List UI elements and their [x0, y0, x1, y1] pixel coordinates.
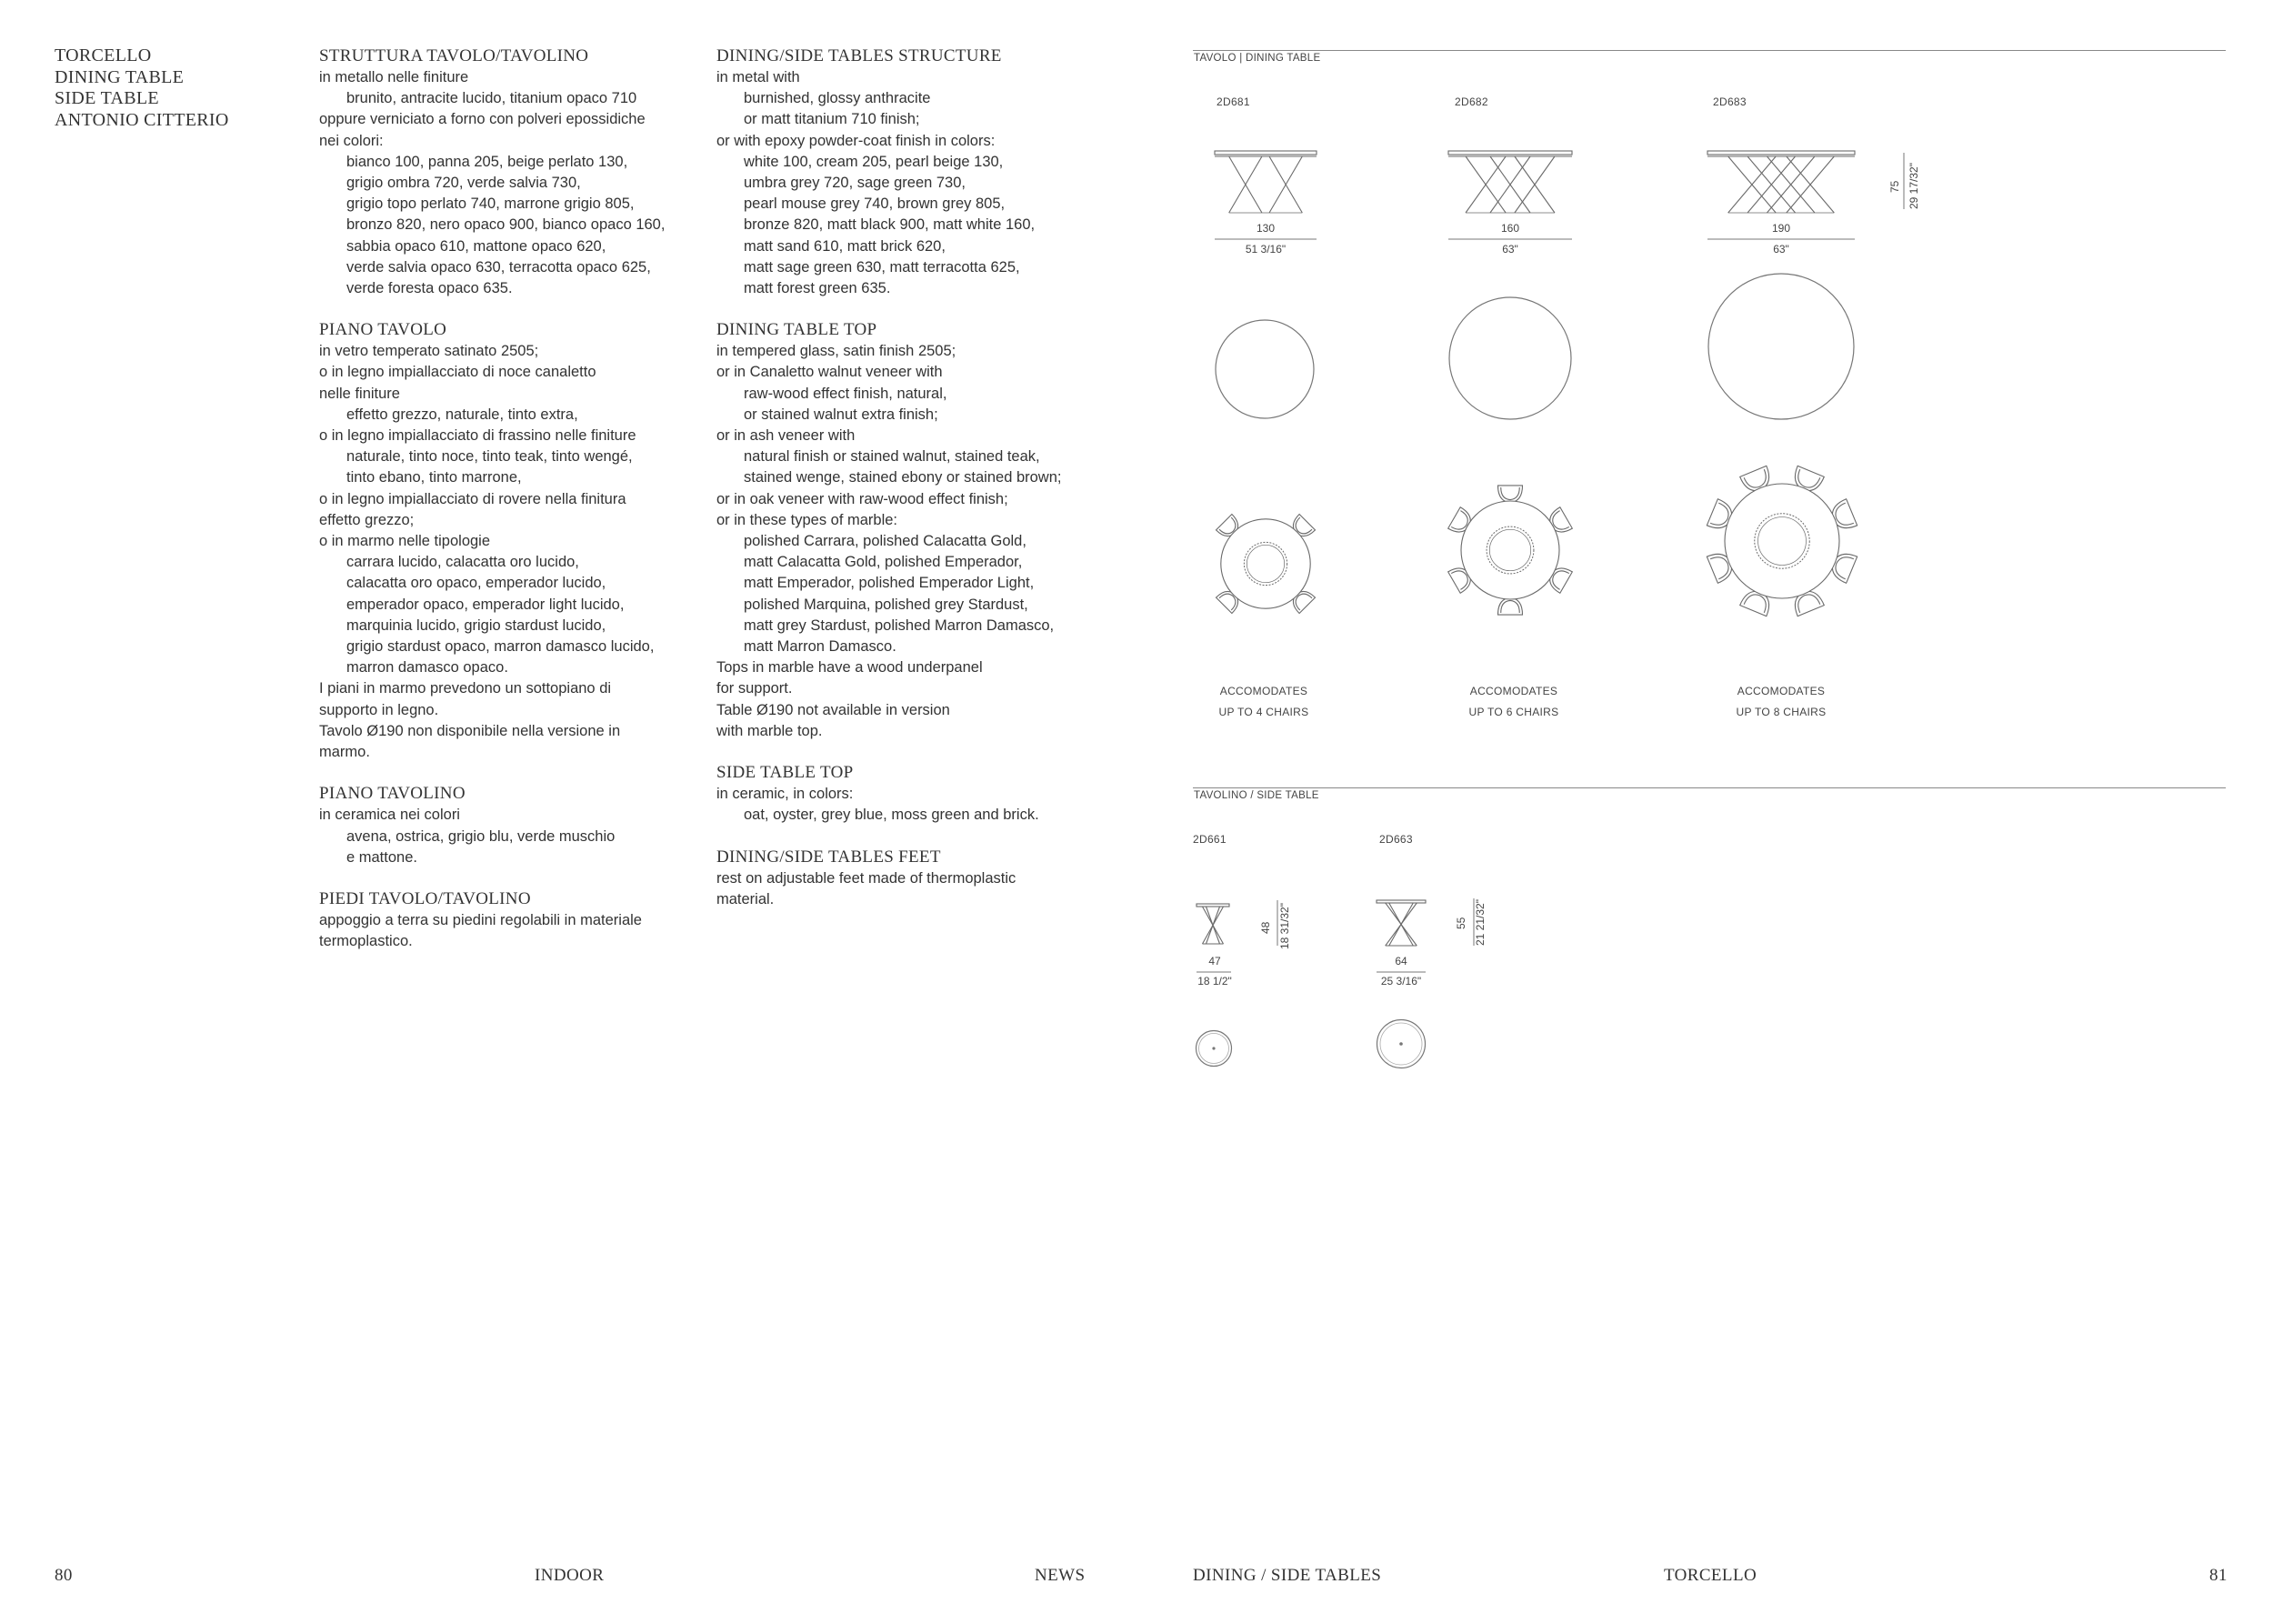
width-cm: 130: [1256, 222, 1276, 235]
dim-line: [1197, 971, 1231, 973]
dim-line: [1707, 238, 1855, 240]
accommodates-note: [1446, 681, 1582, 723]
spec-heading: PIANO TAVOLINO: [319, 784, 466, 804]
width-in: 18 1/2": [1197, 975, 1232, 987]
width-in: 63": [1773, 243, 1789, 256]
table-elevation-drawing: [1707, 150, 1855, 214]
side-section-rule: [1193, 787, 2226, 788]
seating-plan-drawing: [1191, 489, 1340, 638]
spec-section: [716, 45, 1098, 299]
accommodates-note: [1196, 681, 1332, 723]
spec-line: in ceramica nei colori: [319, 807, 460, 824]
spec-line: pearl mouse grey 740, brown grey 805,: [744, 195, 1006, 213]
height-cm: 75: [1888, 180, 1901, 193]
spec-line: or in Canaletto walnut veneer with: [716, 364, 943, 381]
spec-line: naturale, tinto noce, tinto teak, tinto wengé,: [346, 448, 633, 466]
height-cm: 55: [1455, 917, 1467, 929]
spec-line: grigio ombra 720, verde salvia 730,: [346, 175, 581, 192]
product-title-line: DINING TABLE: [55, 66, 185, 87]
width-in: 51 3/16": [1245, 243, 1287, 256]
spec-heading: PIANO TAVOLO: [319, 320, 447, 340]
spec-section: [716, 847, 1098, 910]
spec-line: I piani in marmo prevedono un sottopiano di: [319, 680, 612, 697]
spec-line: Table Ø190 not available in version: [716, 701, 950, 718]
spec-line: or stained walnut extra finish;: [744, 406, 938, 423]
spec-line: in ceramic, in colors:: [716, 786, 854, 803]
width-cm: 47: [1208, 955, 1221, 967]
spec-line: in metallo nelle finiture: [319, 69, 469, 85]
spec-line: bianco 100, panna 205, beige perlato 130,: [346, 153, 628, 170]
height-cm: 48: [1259, 921, 1272, 934]
spec-section: [319, 319, 701, 763]
table-elevation-drawing: [1448, 150, 1572, 214]
spec-line: matt grey Stardust, polished Marron Damasco,: [744, 617, 1055, 634]
table-top-plan: [1214, 318, 1316, 420]
spec-heading: DINING TABLE TOP: [716, 320, 877, 340]
accommodates-label: ACCOMODATES: [1219, 685, 1308, 697]
spec-line: or in these types of marble:: [716, 511, 898, 528]
model-code: 2D661: [1193, 833, 1227, 846]
side-table-top-plan: [1376, 1018, 1427, 1069]
spec-line: polished Marquina, polished grey Stardust,: [744, 596, 1028, 613]
spec-line: verde salvia opaco 630, terracotta opaco 625,: [346, 258, 651, 276]
spec-line: marmo.: [319, 744, 370, 761]
spec-line: e mattone.: [346, 848, 417, 866]
spec-line: in metal with: [716, 69, 800, 85]
height-in: 21 21/32": [1474, 899, 1487, 946]
chairs-count: UP TO 6 CHAIRS: [1468, 706, 1559, 718]
spec-line: umbra grey 720, sage green 730,: [744, 175, 966, 192]
table-elevation-drawing: [1215, 150, 1317, 214]
footer-indoor: INDOOR: [535, 1566, 605, 1585]
width-in: 25 3/16": [1380, 975, 1422, 987]
spec-line: with marble top.: [716, 722, 823, 739]
side-table-top-plan: [1195, 1029, 1233, 1068]
height-in: 29 17/32": [1908, 163, 1920, 209]
spec-line: avena, ostrica, grigio blu, verde muschio: [346, 827, 616, 845]
spec-section: [319, 783, 701, 868]
model-code: 2D683: [1713, 95, 1747, 108]
spec-line: oppure verniciato a forno con polveri epossidiche: [319, 111, 646, 128]
spec-line: white 100, cream 205, pearl beige 130,: [744, 153, 1004, 170]
spec-line: effetto grezzo;: [319, 511, 415, 528]
spec-line: stained wenge, stained ebony or stained brown;: [744, 469, 1062, 486]
width-in: 63": [1502, 243, 1518, 256]
spec-line: matt forest green 635.: [744, 280, 891, 297]
spec-line: polished Carrara, polished Calacatta Gold,: [744, 533, 1026, 550]
spec-section: [319, 888, 701, 952]
spec-line: bronzo 820, nero opaco 900, bianco opaco 160,: [346, 216, 666, 234]
spec-line: raw-wood effect finish, natural,: [744, 385, 947, 402]
dining-section-label: TAVOLO | DINING TABLE: [1194, 53, 1321, 64]
footer-collection: TORCELLO: [1664, 1566, 1757, 1585]
spec-heading: DINING/SIDE TABLES FEET: [716, 847, 941, 867]
spec-line: tinto ebano, tinto marrone,: [346, 469, 522, 486]
seating-plan-drawing: [1428, 468, 1592, 632]
accommodates-note: [1713, 681, 1849, 723]
spec-line: Tops in marble have a wood underpanel: [716, 659, 983, 677]
spec-line: or in oak veneer with raw-wood effect finish;: [716, 490, 1008, 507]
spec-line: Tavolo Ø190 non disponibile nella versione in: [319, 722, 621, 739]
spec-line: calacatta oro opaco, emperador lucido,: [346, 575, 606, 592]
page-number-right: 81: [2209, 1566, 2228, 1585]
spec-line: or in ash veneer with: [716, 427, 856, 445]
spec-heading: SIDE TABLE TOP: [716, 763, 854, 783]
height-in: 18 31/32": [1278, 903, 1291, 949]
spec-section: [319, 45, 701, 299]
spec-line: appoggio a terra su piedini regolabili in materiale: [319, 911, 642, 928]
spec-line: matt sand 610, matt brick 620,: [744, 237, 946, 255]
spec-line: nelle finiture: [319, 385, 400, 402]
table-top-plan: [1447, 296, 1573, 421]
spec-line: effetto grezzo, naturale, tinto extra,: [346, 406, 578, 423]
spec-line: or matt titanium 710 finish;: [744, 111, 920, 128]
spec-line: for support.: [716, 680, 793, 697]
spec-line: bronze 820, matt black 900, matt white 160,: [744, 216, 1036, 234]
product-title-line: SIDE TABLE: [55, 88, 159, 108]
spec-line: verde foresta opaco 635.: [346, 280, 513, 297]
footer-news: NEWS: [1035, 1566, 1086, 1585]
product-title-line: TORCELLO: [55, 45, 152, 65]
spec-line: brunito, antracite lucido, titanium opaco 710: [346, 90, 637, 107]
footer-category: DINING / SIDE TABLES: [1193, 1566, 1382, 1585]
chairs-count: UP TO 4 CHAIRS: [1218, 706, 1309, 718]
model-code: 2D681: [1217, 95, 1250, 108]
spec-line: nei colori:: [319, 132, 384, 149]
spec-section: [716, 319, 1098, 742]
italian-specs-column: [319, 45, 701, 972]
page-number-left: 80: [55, 1566, 73, 1585]
spec-line: grigio stardust opaco, marron damasco lucido,: [346, 638, 655, 656]
product-title-line: ANTONIO CITTERIO: [55, 109, 229, 130]
spec-line: matt Emperador, polished Emperador Light,: [744, 575, 1035, 592]
spec-line: natural finish or stained walnut, stained teak,: [744, 448, 1040, 466]
spec-line: marron damasco opaco.: [346, 659, 508, 677]
spec-line: o in legno impiallacciato di rovere nella finitura: [319, 490, 626, 507]
spec-line: supporto in legno.: [319, 701, 439, 718]
spec-line: sabbia opaco 610, mattone opaco 620,: [346, 237, 606, 255]
accommodates-label: ACCOMODATES: [1737, 685, 1826, 697]
english-specs-column: [716, 45, 1098, 930]
spec-line: matt Calacatta Gold, polished Emperador,: [744, 554, 1023, 571]
side-table-elevation-drawing: [1377, 900, 1426, 946]
spec-heading: PIEDI TAVOLO/TAVOLINO: [319, 888, 531, 908]
spec-line: carrara lucido, calacatta oro lucido,: [346, 554, 579, 571]
spec-line: in tempered glass, satin finish 2505;: [716, 343, 956, 360]
seating-plan-drawing: [1687, 446, 1877, 637]
spec-line: oat, oyster, grey blue, moss green and brick.: [744, 807, 1039, 824]
width-cm: 190: [1771, 222, 1791, 235]
model-code: 2D682: [1455, 95, 1488, 108]
side-section-label: TAVOLINO / SIDE TABLE: [1194, 790, 1319, 801]
spec-line: o in legno impiallacciato di noce canaletto: [319, 364, 596, 381]
product-title: [55, 45, 229, 131]
spec-line: material.: [716, 890, 775, 907]
spec-section: [716, 762, 1098, 826]
model-code: 2D663: [1379, 833, 1413, 846]
spec-line: o in marmo nelle tipologie: [319, 533, 491, 550]
height-dimension-line: [1902, 153, 1906, 209]
spec-line: emperador opaco, emperador light lucido,: [346, 596, 625, 613]
accommodates-label: ACCOMODATES: [1469, 685, 1558, 697]
width-cm: 160: [1500, 222, 1520, 235]
spec-line: in vetro temperato satinato 2505;: [319, 343, 539, 360]
spec-line: matt Marron Damasco.: [744, 638, 896, 656]
dim-line: [1377, 971, 1426, 973]
spec-line: termoplastico.: [319, 933, 413, 950]
spec-heading: DINING/SIDE TABLES STRUCTURE: [716, 46, 1002, 65]
chairs-count: UP TO 8 CHAIRS: [1736, 706, 1827, 718]
table-top-plan: [1707, 272, 1856, 421]
spec-line: rest on adjustable feet made of thermoplastic: [716, 869, 1016, 887]
side-table-elevation-drawing: [1197, 904, 1229, 944]
spec-heading: STRUTTURA TAVOLO/TAVOLINO: [319, 46, 589, 65]
dim-line: [1215, 238, 1317, 240]
spec-line: marquinia lucido, grigio stardust lucido,: [346, 617, 606, 634]
dining-section-rule: [1193, 50, 2226, 51]
spec-line: grigio topo perlato 740, marrone grigio 805,: [346, 195, 635, 213]
spec-line: burnished, glossy anthracite: [744, 90, 931, 107]
spec-line: or with epoxy powder-coat finish in colors:: [716, 132, 996, 149]
spec-line: matt sage green 630, matt terracotta 625,: [744, 258, 1020, 276]
dim-line: [1448, 238, 1572, 240]
spec-line: o in legno impiallacciato di frassino nelle finiture: [319, 427, 636, 445]
width-cm: 64: [1395, 955, 1407, 967]
